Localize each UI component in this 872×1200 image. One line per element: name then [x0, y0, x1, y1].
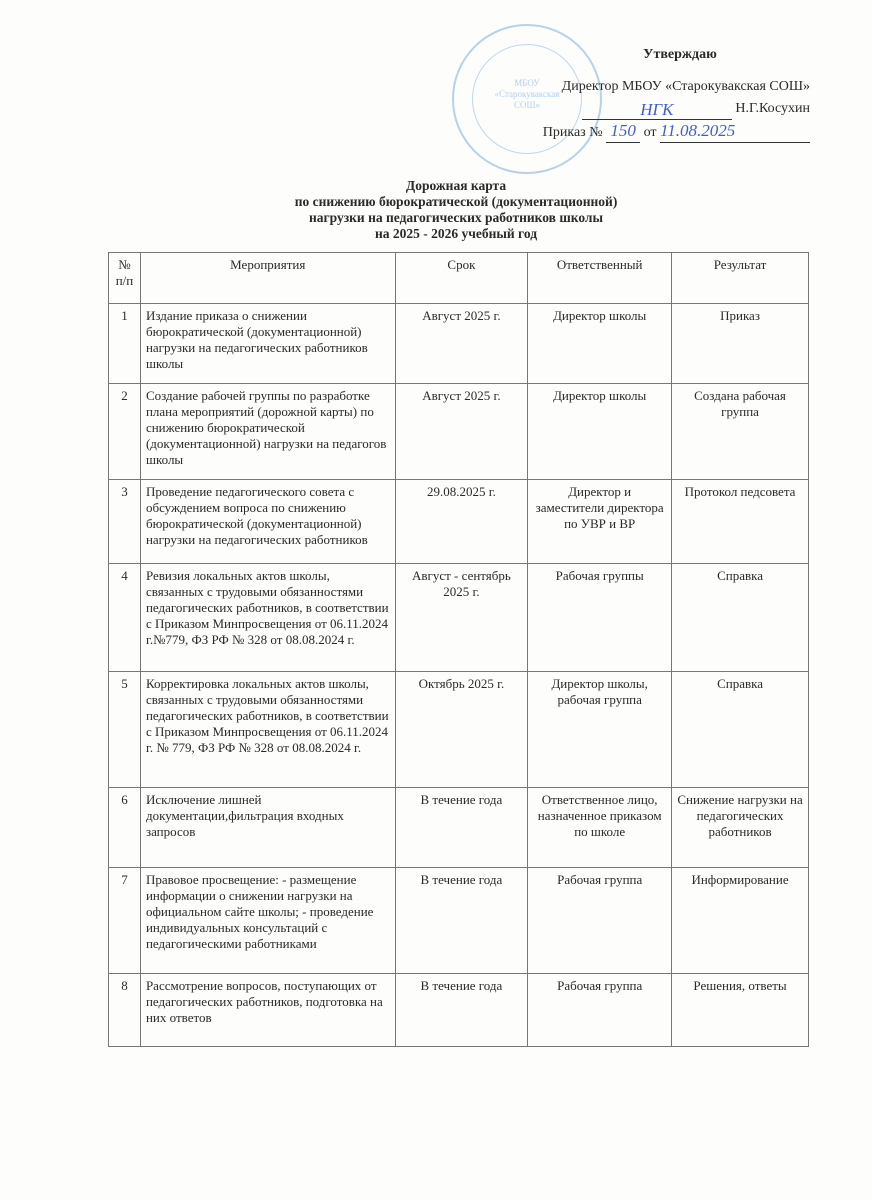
- order-line: [520, 120, 810, 144]
- order-date: 11.08.2025: [660, 120, 810, 143]
- header-result: Результат: [672, 253, 809, 304]
- table-row: [109, 672, 809, 788]
- table-row: [109, 384, 809, 480]
- result-cell: Информирование: [672, 868, 809, 974]
- row-number: 3: [109, 480, 141, 564]
- term-cell: В течение года: [395, 788, 528, 868]
- document-title: [0, 178, 872, 242]
- school-stamp: МБОУ «Старокувакская СОШ»: [452, 24, 602, 174]
- table-row: [109, 480, 809, 564]
- director-name: Н.Г.Косухин: [735, 101, 810, 116]
- responsible-cell: Директор и заместители директора по УВР и ВР: [528, 480, 672, 564]
- title-line: по снижению бюрократической (документационной): [294, 194, 618, 209]
- result-cell: Справка: [672, 672, 809, 788]
- row-number: 4: [109, 564, 141, 672]
- order-number: 150: [606, 120, 640, 143]
- event-cell: Издание приказа о снижении бюрократической (документационной) нагрузки на педагогических работников школы: [140, 304, 395, 384]
- event-cell: Правовое просвещение: - размещение информации о снижении нагрузки на официальном сайте школы; - проведение индивидуальных консультаций с педагогическими работниками: [140, 868, 395, 974]
- table-row: [109, 304, 809, 384]
- title-line: на 2025 - 2026 учебный год: [374, 226, 538, 241]
- roadmap-table: [108, 252, 809, 1047]
- event-cell: Создание рабочей группы по разработке плана мероприятий (дорожной карты) по снижению бюрократической (документационной) нагрузки на педагогов школы: [140, 384, 395, 480]
- approval-label: Утверждаю: [643, 47, 717, 62]
- order-date-prefix: от: [643, 125, 657, 140]
- result-cell: Приказ: [672, 304, 809, 384]
- title-line: Дорожная карта: [405, 178, 507, 193]
- term-cell: Август - сентябрь 2025 г.: [395, 564, 528, 672]
- responsible-cell: Рабочая группа: [528, 974, 672, 1047]
- director-position: Директор МБОУ «Старокувакская СОШ»: [561, 79, 810, 94]
- table-header: [109, 253, 809, 304]
- term-cell: В течение года: [395, 868, 528, 974]
- responsible-cell: Директор школы: [528, 304, 672, 384]
- term-cell: Октябрь 2025 г.: [395, 672, 528, 788]
- table-row: [109, 788, 809, 868]
- responsible-cell: Рабочая группы: [528, 564, 672, 672]
- responsible-cell: Директор школы: [528, 384, 672, 480]
- term-cell: Август 2025 г.: [395, 384, 528, 480]
- responsible-cell: Ответственное лицо, назначенное приказом по школе: [528, 788, 672, 868]
- result-cell: Снижение нагрузки на педагогических работников: [672, 788, 809, 868]
- title-line: нагрузки на педагогических работников школы: [308, 210, 604, 225]
- signature: НГК: [582, 101, 732, 120]
- result-cell: Протокол педсовета: [672, 480, 809, 564]
- row-number: 2: [109, 384, 141, 480]
- event-cell: Ревизия локальных актов школы, связанных с трудовыми обязанностями педагогических работников, в соответствии с Приказом Минпросвещения от 06.11.2024 г.№779, ФЗ РФ № 328 от 08.08.2024 г.: [140, 564, 395, 672]
- header-event: Мероприятия: [140, 253, 395, 304]
- row-number: 6: [109, 788, 141, 868]
- table-row: [109, 564, 809, 672]
- term-cell: В течение года: [395, 974, 528, 1047]
- result-cell: Справка: [672, 564, 809, 672]
- row-number: 7: [109, 868, 141, 974]
- header-term: Срок: [395, 253, 528, 304]
- event-cell: Рассмотрение вопросов, поступающих от педагогических работников, подготовка на них ответов: [140, 974, 395, 1047]
- row-number: 1: [109, 304, 141, 384]
- event-cell: Корректировка локальных актов школы, связанных с трудовыми обязанностями педагогических работников, в соответствии с Приказом Минпросвещения от 06.11.2024 г. № 779, ФЗ РФ № 328 от 08.08.2024 г.: [140, 672, 395, 788]
- term-cell: Август 2025 г.: [395, 304, 528, 384]
- event-cell: Исключение лишней документации,фильтрация входных запросов: [140, 788, 395, 868]
- row-number: 5: [109, 672, 141, 788]
- result-cell: Решения, ответы: [672, 974, 809, 1047]
- responsible-cell: Директор школы, рабочая группа: [528, 672, 672, 788]
- result-cell: Создана рабочая группа: [672, 384, 809, 480]
- row-number: 8: [109, 974, 141, 1047]
- term-cell: 29.08.2025 г.: [395, 480, 528, 564]
- responsible-cell: Рабочая группа: [528, 868, 672, 974]
- approval-block: [520, 44, 810, 144]
- table-row: [109, 974, 809, 1047]
- table-row: [109, 868, 809, 974]
- header-number: № п/п: [109, 253, 141, 304]
- order-prefix: Приказ №: [542, 125, 603, 140]
- header-responsible: Ответственный: [528, 253, 672, 304]
- event-cell: Проведение педагогического совета с обсуждением вопроса по снижению бюрократической (документационной) нагрузки на педагогических работников: [140, 480, 395, 564]
